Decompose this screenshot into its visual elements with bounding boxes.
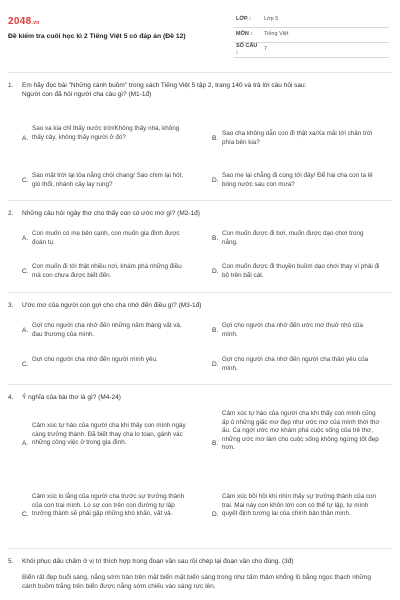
option-letter: A. [22, 440, 29, 447]
divider [8, 292, 392, 293]
option-letter: A. [22, 327, 29, 334]
option-letter: A. [22, 235, 29, 242]
question-4 [8, 394, 384, 403]
option-text: Sao mặt trời lại tỏa nắng chói chang/ Sao chim lại hót, gió thổi, nhành cây lay rung? [32, 172, 184, 188]
divider [8, 384, 392, 385]
option-text: Gợi cho người cha nhớ đến ước mơ thuở nhỏ của mình. [222, 322, 364, 338]
meta-label: SỐ CÂU : [234, 42, 262, 58]
meta-label: LỚP : [234, 12, 262, 27]
question-text: Những câu hỏi ngây thơ cho thấy con có ước mơ gì? (M2-1đ) [22, 210, 200, 217]
option-text: Con muốn được đi thuyền buồm dạo chơi thay vì phải đi bộ trên bãi cát. [222, 263, 380, 279]
meta-row-class [234, 12, 389, 27]
question-number: 4. [8, 394, 14, 401]
logo-text: 2048 [8, 16, 32, 27]
option-text: Con muốn có mẹ bên cạnh, con muốn gia đình được đoàn tụ. [32, 230, 180, 246]
question-text: Khôi phục dấu chấm ở vị trí thích hợp trong đoạn văn sau rồi chép lại đoạn văn cho đúng. (3đ) [22, 558, 294, 565]
question-number: 1. [8, 82, 14, 89]
meta-row-subject [234, 27, 389, 42]
option-letter: C. [22, 361, 29, 368]
option-text: Cảm xúc lo lắng của người cha trước sự trưởng thành của con trai mình. Lo sợ con trên con đường tự lập trưởng thành sẽ phải gặp những khó khăn, vất vả. [32, 493, 185, 517]
option-text: Gợi cho người cha nhớ đến người mình yêu. [32, 356, 158, 363]
meta-value: Tiếng Việt [262, 27, 389, 42]
divider [8, 548, 392, 549]
option-letter: D. [212, 511, 219, 518]
option-text: Cảm xúc bồi hồi khi nhìn thấy sự trưởng thành của con trai. Mai này con khôn lớn con có thể tự lập, tự mình quyết định tương lai của chính bản thân mình. [222, 493, 376, 517]
meta-table [234, 12, 389, 58]
question-number: 3. [8, 302, 14, 309]
question-2 [8, 210, 384, 219]
option-letter: D. [212, 361, 219, 368]
question-subtext: Người con đã hỏi người cha câu gì? (M1-1đ) [22, 90, 152, 98]
option-letter: D. [212, 177, 219, 184]
option-text: Con muốn được đi bơi, muốn được dạo chơi trong nắng. [222, 230, 364, 246]
option-letter: C. [22, 177, 29, 184]
option-text: Con muốn đi tới thật nhiều nơi, khám phá những điều mà con chưa được biết đến. [32, 263, 182, 279]
option-text: Cảm xúc tự hào của người cha khi thấy con mình ngày càng trưởng thành. Đã biết thay cha lo toan, gánh vác những công việc ở trong gia đình. [32, 422, 186, 446]
option-text: Cảm xúc tự hào của người cha khi thấy con mình cũng ấp ủ những giấc mơ đẹp như ước mơ của mình thời thơ ấu. Ca ngợi ước mơ khám phá cuộc sống của trẻ thơ, những ước mơ làm cho cuộc sống không ngừng tốt đẹp hơn. [222, 410, 380, 451]
option-letter: B. [212, 327, 219, 334]
meta-row-count [234, 42, 389, 58]
option-text: Gợi cho người cha nhớ đến những năm tháng vất vả, đau thương của mình. [32, 322, 182, 338]
question-number: 2. [8, 210, 14, 217]
option-letter: B. [212, 440, 219, 447]
option-letter: C. [22, 268, 29, 275]
question-5 [8, 558, 384, 567]
question-number: 5. [8, 558, 14, 565]
logo-suffix: .vn [31, 20, 40, 26]
option-text: Gợi cho người cha nhớ đến người cha thân yêu của mình. [222, 356, 369, 372]
site-logo[interactable] [8, 15, 40, 29]
page-title: Đề kiểm tra cuối học kì 2 Tiếng Việt 5 có đáp án (Đề 12) [8, 33, 186, 40]
option-text: Sao xa kia chỉ thấy nước trời/Không thấy nhà, không thấy cây, không thấy người ở đó? [32, 125, 180, 141]
option-letter: B. [212, 135, 219, 142]
header [8, 12, 392, 62]
question-text: Em hãy đọc bài "Những cánh buồm" trong sách Tiếng Việt 5 tập 2, trang 140 và trả lời câu hỏi sau: [22, 82, 307, 89]
option-letter: B. [212, 235, 219, 242]
divider [8, 200, 392, 201]
option-letter: D. [212, 268, 219, 275]
question-text: Ước mơ của người con gợi cho cha nhớ đến điều gì? (M3-1đ) [22, 302, 202, 309]
question-3 [8, 302, 384, 311]
passage-text: Biển rất đẹp buổi sáng, nắng sớm tràn trên mặt biển mặt biển sáng trong như tấm thảm khổng lồ bằng ngọc thạch những cánh buồm trắng trên biển được nắng sớm chiếu vào sáng rực lên, [22, 574, 372, 590]
meta-value: Lớp 5 [262, 12, 389, 27]
question-text: Ý nghĩa của bài thơ là gì? (M4-24) [22, 394, 121, 401]
divider [8, 72, 392, 73]
meta-value: 7 [262, 42, 389, 58]
meta-label: MÔN : [234, 27, 262, 42]
option-text: Sao cha không dẫn con đi thật xa/Xa mãi tới chân trời phía bên kia? [222, 130, 373, 146]
option-letter: C. [22, 511, 29, 518]
question-1 [8, 82, 384, 100]
option-letter: A. [22, 135, 29, 142]
option-text: Sao mẹ lại chẳng đi cùng tới đây/ Để hai cha con ta lẻ bóng nước sau con mưa? [222, 172, 373, 188]
